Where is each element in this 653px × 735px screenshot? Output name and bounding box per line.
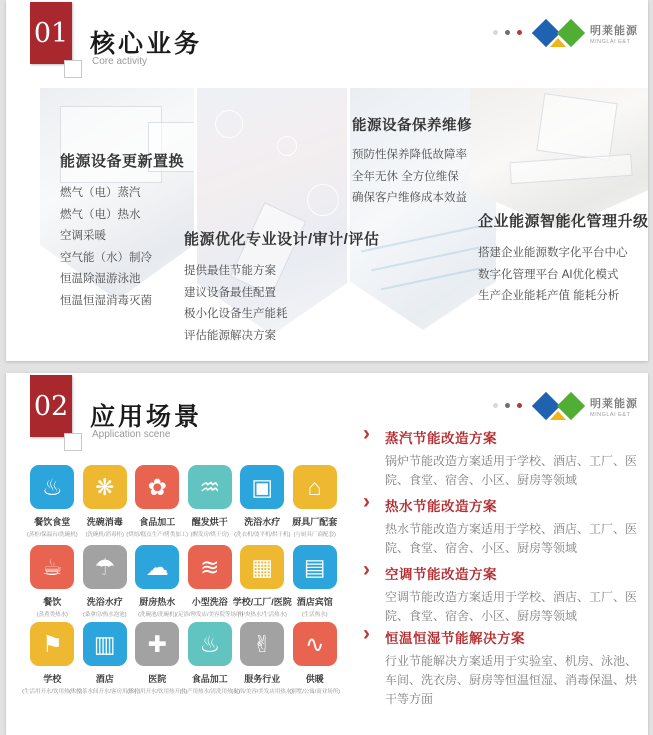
solution-body: 热水节能改造方案适用于学校、酒店、工厂、医院、食堂、宿舍、小区、厨房等领域: [385, 522, 638, 555]
factory-icon: ⌂: [307, 473, 322, 500]
decorative-dots: [493, 30, 522, 35]
photo-placeholder: [277, 136, 297, 156]
dot-red: [517, 403, 522, 408]
scene-sublabel: (足浴/美容/美发店用热水): [231, 689, 294, 695]
scene-label: 醒发烘干: [191, 517, 228, 527]
dot-gray-light: [493, 403, 498, 408]
dish-sparkle-icon: ❋: [95, 473, 115, 500]
washing-machine-icon: ▣: [251, 473, 274, 500]
photo-placeholder: [215, 110, 243, 138]
list-item: 恒温恒湿消毒灭菌: [60, 294, 152, 307]
scene-label: 医院: [148, 674, 167, 684]
list-item: 搭建企业能源数字化平台中心: [478, 247, 628, 259]
dot-gray-dark: [505, 403, 510, 408]
solution-body: 空调节能改造方案适用于学校、酒店、工厂、医院、食堂、宿舍、小区、厨房等领域: [385, 590, 638, 623]
scene-tile: [83, 622, 127, 666]
photo-placeholder: [509, 154, 632, 184]
photo-placeholder: [307, 184, 339, 216]
scene-sublabel: (醒发房/烘干房): [190, 532, 229, 538]
scene-tile: [293, 465, 337, 509]
scene-cell-hotel: [69, 622, 141, 695]
solution-air-conditioning: [363, 558, 645, 626]
core-card-smart-management: [478, 210, 649, 308]
scene-tile: [30, 622, 74, 666]
scene-cell-laundry: [236, 465, 289, 538]
scene-label: 学校: [43, 674, 62, 684]
logo-text: [590, 22, 638, 45]
list-item: 评估能源解决方案: [184, 329, 276, 342]
scene-label: 餐饮: [43, 597, 62, 607]
scene-label: 供暖: [305, 674, 324, 684]
list-item: 预防性保养降低故障率: [352, 149, 467, 161]
company-name-cn: 明莱能源: [590, 398, 638, 410]
core-card-title: 能源设备保养维修: [352, 118, 472, 134]
list-item: 空气能（水）制冷: [60, 251, 152, 264]
scene-tile: [240, 545, 284, 589]
company-name-en: MINGLAI E&T: [590, 412, 631, 418]
company-logo: [530, 14, 650, 54]
core-card-items: [352, 145, 472, 210]
scene-tile: [188, 465, 232, 509]
slide-number-badge: [30, 2, 72, 64]
list-item: 燃气（电）蒸汽: [60, 187, 141, 199]
core-card-title: 能源设备更新置换: [60, 153, 185, 170]
scene-tile: [188, 622, 232, 666]
chevron-right-icon: ›: [363, 622, 370, 645]
photo-placeholder: [381, 268, 479, 291]
scene-tile: [30, 465, 74, 509]
core-card-items: [60, 183, 184, 312]
scene-sublabel: (生活热水): [301, 612, 328, 618]
scene-label: 洗碗消毒: [86, 517, 123, 527]
scene-sublabel: (桑拿房/热水泡池): [82, 612, 127, 618]
slide-number-badge: [30, 375, 72, 437]
scene-grid-row-2: [26, 545, 341, 618]
list-item: 数字化管理平台 AI优化模式: [478, 268, 619, 281]
scene-label: 小型洗浴: [191, 597, 228, 607]
photo-panel-laptop: [470, 88, 648, 230]
solution-hot-water: [363, 490, 645, 558]
scene-tile: [135, 465, 179, 509]
pool-ladder-icon: ≋: [200, 553, 220, 580]
scene-sublabel: (生产用热水/清洗用热水): [179, 689, 240, 695]
dot-red: [517, 30, 522, 35]
scene-tile: [240, 622, 284, 666]
scene-sublabel: (洗衣机/烫平机/烘干机): [234, 532, 291, 538]
core-card-items: [184, 261, 379, 347]
company-name-cn: 明莱能源: [590, 25, 638, 37]
solution-title: 恒温恒湿节能解决方案: [385, 631, 525, 646]
scene-sublabel: (足浴/理发店/美容院等场所): [176, 612, 244, 618]
building-grid-icon: ▦: [251, 553, 274, 580]
scene-cell-bath-spa: [79, 545, 132, 618]
solution-title: 热水节能改造方案: [385, 499, 497, 514]
scene-label: 酒店宾馆: [296, 597, 333, 607]
slide-1-core-business: [6, 0, 648, 361]
chevron-right-icon: ›: [363, 422, 370, 445]
list-item: 提供最佳节能方案: [184, 265, 276, 277]
drop-swirl-icon: ♒: [199, 473, 221, 500]
scene-cell-food-processing-2: [179, 622, 240, 695]
scene-sublabel: (洗碗池/洗碗机): [138, 612, 177, 618]
scene-tile: [188, 545, 232, 589]
list-item: 空调采暖: [60, 230, 106, 242]
hotel-icon: ▤: [303, 553, 326, 580]
scene-label: 食品加工: [139, 517, 176, 527]
scene-sublabel: (生活用开水/饮用热开水): [22, 689, 83, 695]
scene-cell-heating: [289, 622, 342, 695]
core-card-equipment-replacement: [60, 150, 184, 312]
chef-pot-icon: ☕: [41, 553, 63, 580]
scene-cell-kitchen-hotwater: [131, 545, 184, 618]
chevron-right-icon: ›: [363, 558, 370, 581]
scene-sublabel: (大堂茶水间开水/客房用开水): [69, 689, 141, 695]
hotel-building-icon: ▥: [93, 630, 116, 657]
logo-yellow-triangle-icon: [550, 38, 566, 47]
scene-grid-row-3: [22, 622, 341, 695]
core-card-optimization-design: [184, 228, 379, 347]
scene-tile: [135, 545, 179, 589]
scene-tile: [240, 465, 284, 509]
dot-gray-dark: [505, 30, 510, 35]
slide-number: 01: [33, 17, 69, 49]
scene-tile: [30, 545, 74, 589]
slide-subtitle: Core activity: [92, 56, 148, 67]
scene-sublabel: (洗碗机/消毒柜): [85, 532, 124, 538]
scene-sublabel: (蒸柜/保温台/洗碗机): [26, 532, 78, 538]
slide-2-application-scene: [6, 373, 648, 735]
scene-label: 服务行业: [244, 674, 281, 684]
scene-grid-row-1: [26, 465, 341, 538]
cake-icon: ✿: [147, 473, 167, 500]
list-item: 确保客户维修成本效益: [352, 192, 467, 204]
core-card-maintenance: [352, 114, 472, 210]
decorative-dots: [493, 403, 522, 408]
scene-sublabel: (中央热水/生活热水): [237, 612, 287, 618]
school-flag-icon: ⚑: [41, 630, 63, 657]
scene-tile: [135, 622, 179, 666]
cloche-steam-icon: ♨: [41, 473, 63, 500]
solution-title: 蒸汽节能改造方案: [385, 431, 497, 446]
scene-cell-dishwash: [79, 465, 132, 538]
core-card-title: 能源优化专业设计/审计/评估: [184, 231, 380, 248]
scene-cell-hospital: [127, 622, 188, 695]
hospital-cross-icon: ✚: [147, 630, 167, 657]
chevron-right-icon: ›: [363, 490, 370, 513]
scene-sublabel: (烘焙/糕点生产/烤类加工): [126, 532, 189, 538]
scene-cell-service-industry: [231, 622, 294, 695]
scene-cell-school-factory-hospital: [232, 545, 292, 618]
scene-label: 学校/工厂/医院: [232, 597, 292, 607]
core-card-items: [478, 243, 649, 308]
solution-steam: [363, 422, 645, 490]
scene-cell-catering: [26, 545, 79, 618]
list-item: 恒温除湿游泳池: [60, 273, 141, 285]
scene-cell-kitchenware-factory: [289, 465, 342, 538]
solution-title: 空调节能改造方案: [385, 567, 497, 582]
slide-subtitle: Application scene: [92, 429, 171, 440]
scene-label: 食品加工: [191, 674, 228, 684]
scene-label: 酒店: [95, 674, 114, 684]
logo-yellow-triangle-icon: [550, 411, 566, 420]
scene-tile: [293, 545, 337, 589]
radiator-coil-icon: ∿: [305, 630, 325, 657]
photo-placeholder: [536, 93, 617, 161]
decorative-square: [64, 433, 82, 451]
list-item: 建议设备最佳配置: [184, 286, 276, 299]
shower-icon: ☂: [94, 553, 116, 580]
solution-constant-temp-humidity: [363, 622, 645, 709]
scene-sublabel: (诊疗用开水/饮用热开水): [127, 689, 188, 695]
steamer-icon: ♨: [199, 630, 221, 657]
scene-label: 洗浴水疗: [86, 597, 123, 607]
slide-number: 02: [33, 390, 69, 422]
slide-title: 应用场景: [90, 403, 203, 431]
scene-cell-canteen: [26, 465, 79, 538]
hands-people-icon: ✌: [252, 630, 272, 657]
list-item: 极小化设备生产能耗: [184, 308, 288, 320]
scene-label: 厨房热水: [139, 597, 176, 607]
decorative-square: [64, 60, 82, 78]
scene-sublabel: (蒸煮类热水): [36, 612, 68, 618]
list-item: 燃气（电）热水: [60, 208, 141, 221]
scene-cell-school: [22, 622, 83, 695]
scene-label: 厨具厂配套: [292, 517, 338, 527]
chef-cloud-icon: ☁: [145, 553, 169, 580]
scene-cell-proofing-drying: [184, 465, 237, 538]
photo-placeholder: [371, 247, 479, 272]
scene-cell-food-processing: [126, 465, 189, 538]
core-card-title: 企业能源智能化管理升级: [478, 213, 649, 230]
scene-tile: [83, 465, 127, 509]
scene-label: 餐饮食堂: [34, 517, 71, 527]
scene-tile: [83, 545, 127, 589]
solution-body: 锅炉节能改造方案适用于学校、酒店、工厂、医院、食堂、宿舍、小区、厨房等领域: [385, 454, 638, 487]
list-item: 全年无休 全方位维保: [352, 170, 459, 183]
scene-cell-hotel-inn: [289, 545, 342, 618]
scene-label: 洗浴水疗: [244, 517, 281, 527]
company-name-en: MINGLAI E&T: [590, 39, 631, 45]
scene-cell-small-bath: [176, 545, 244, 618]
slide-title: 核心业务: [90, 30, 203, 58]
scene-tile: [293, 622, 337, 666]
company-logo: [530, 387, 650, 427]
solution-body: 行业节能解决方案适用于实验室、机房、泳池、车间、洗衣房、厨房等恒温恒湿、消毒保温、烘干等方面: [385, 654, 638, 706]
scene-sublabel: (别墅/公寓/商业场所): [289, 689, 341, 695]
list-item: 生产企业能耗产值 能耗分析: [478, 290, 620, 302]
logo-text: [590, 395, 638, 418]
dot-gray-light: [493, 30, 498, 35]
scene-sublabel: (与厨具厂商配套): [293, 532, 336, 538]
